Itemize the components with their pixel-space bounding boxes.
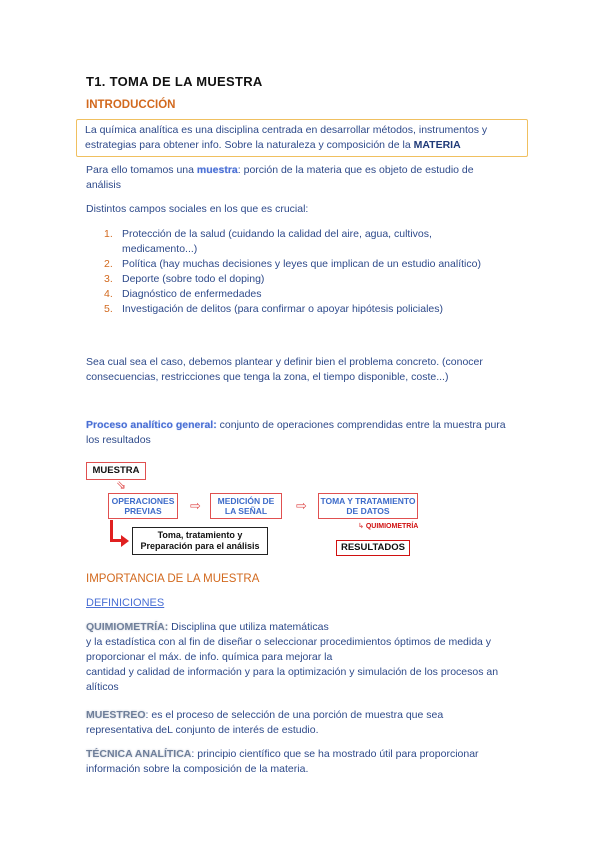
tecnica-keyword: TÉCNICA ANALÍTICA xyxy=(86,748,192,760)
curved-arrow-icon: ↳ xyxy=(358,523,364,530)
intro-line-2-text: estrategias para obtener info. Sobre la naturaleza y composición de la xyxy=(85,139,411,151)
intro-line-2 xyxy=(85,138,519,153)
page-title: T1. TOMA DE LA MUESTRA xyxy=(86,74,263,89)
sample-line-2: análisis xyxy=(86,179,122,191)
materia-keyword: MATERIA xyxy=(413,139,461,151)
list-item xyxy=(104,302,524,317)
list-number: 4. xyxy=(104,288,113,300)
list-text: Protección de la salud (cuidando la calidad del aire, agua, cultivos, xyxy=(122,228,432,240)
problem-line-1: Sea cual sea el caso, debemos plantear y definir bien el problema concreto. (conocer xyxy=(86,356,483,368)
intro-box xyxy=(76,119,528,157)
problem-paragraph xyxy=(86,355,526,385)
sample-post: : porción de la materia que es objeto de estudio de xyxy=(237,164,474,176)
fields-intro: Distintos campos sociales en los que es crucial: xyxy=(86,203,309,215)
diagram-medicion-box xyxy=(210,493,282,519)
medicion-line-2: LA SEÑAL xyxy=(224,506,268,516)
muestra-keyword: muestra xyxy=(196,164,238,176)
toma-trat-line-1: Toma, tratamiento y xyxy=(157,530,243,540)
medicion-line-1: MEDICIÓN DE xyxy=(217,496,275,506)
list-text: Diagnóstico de enfermedades xyxy=(122,288,262,300)
tecnica-post: : principio científico que se ha mostrado útil para proporcionar xyxy=(191,748,479,760)
arrow-head-icon xyxy=(121,535,129,547)
def-muestreo xyxy=(86,708,526,738)
curved-arrow-icon: ⇘ xyxy=(116,478,127,492)
toma-trat-line-2: Preparación para el análisis xyxy=(140,541,260,551)
process-keyword: Proceso analítico general: xyxy=(86,419,217,431)
process-line-2: los resultados xyxy=(86,434,151,446)
process-paragraph xyxy=(86,418,526,448)
quimiometria-keyword: QUIMIOMETRÍA: xyxy=(86,621,169,633)
list-number: 5. xyxy=(104,303,113,315)
op-previas-line-2: PREVIAS xyxy=(124,506,162,516)
sample-pre: Para ello tomamos una xyxy=(86,164,194,176)
muestreo-line-2: representativa deL conjunto de interés de estudio. xyxy=(86,724,319,736)
right-arrow-icon: ⇨ xyxy=(296,498,307,513)
intro-heading: INTRODUCCIÓN xyxy=(86,99,176,111)
quimio-line-4: cantidad y calidad de información y para la optimización y simulación de los procesos an xyxy=(86,666,499,678)
quimio-post: Disciplina que utiliza matemáticas xyxy=(168,621,329,633)
quimio-line-2: y la estadística con al fin de diseñar o seleccionar procedimientos óptimos de medida y xyxy=(86,636,492,648)
diagram-resultados-box: RESULTADOS xyxy=(336,540,410,556)
list-item xyxy=(104,287,524,302)
importance-heading: IMPORTANCIA DE LA MUESTRA xyxy=(86,573,260,585)
diagram-toma-tratamiento-box xyxy=(132,527,268,555)
list-item xyxy=(104,257,524,272)
list-text: Deporte (sobre todo el doping) xyxy=(122,273,265,285)
diagram-muestra-box: MUESTRA xyxy=(86,462,146,480)
diagram-operaciones-previas-box xyxy=(108,493,178,519)
quimiometria-label xyxy=(358,522,418,530)
op-previas-line-1: OPERACIONES xyxy=(111,496,175,506)
list-number: 2. xyxy=(104,258,113,270)
list-number: 3. xyxy=(104,273,113,285)
def-tecnica xyxy=(86,747,526,777)
fields-list xyxy=(104,227,524,317)
list-item xyxy=(104,272,524,287)
sample-paragraph xyxy=(86,163,526,193)
quimio-line-5: alíticos xyxy=(86,681,119,693)
toma-datos-line-1: TOMA Y TRATAMIENTO xyxy=(320,496,416,506)
list-item xyxy=(104,227,524,257)
definitions-heading: DEFINICIONES xyxy=(86,597,165,609)
muestreo-keyword: MUESTREO xyxy=(86,709,146,721)
tecnica-line-2: información sobre la composición de la materia. xyxy=(86,763,309,775)
list-text-2: medicamento...) xyxy=(122,243,198,255)
process-post: conjunto de operaciones comprendidas entre la muestra pura xyxy=(216,419,506,431)
problem-line-2: consecuencias, restricciones que tenga la zona, el tiempo disponible, coste...) xyxy=(86,371,449,383)
intro-line-1: La química analítica es una disciplina centrada en desarrollar métodos, instrumentos y xyxy=(85,124,488,136)
diagram-toma-datos-box xyxy=(318,493,418,519)
toma-datos-line-2: DE DATOS xyxy=(346,506,390,516)
quimio-line-3: proporcionar el máx. de info. química para mejorar la xyxy=(86,651,333,663)
list-text: Política (hay muchas decisiones y leyes que implican de un estudio analítico) xyxy=(122,258,481,270)
right-arrow-icon: ⇨ xyxy=(190,498,201,513)
muestreo-post: : es el proceso de selección de una porción de muestra que sea xyxy=(145,709,444,721)
list-text: Investigación de delitos (para confirmar o apoyar hipótesis policiales) xyxy=(122,303,443,315)
quimiometria-text: QUIMIOMETRÍA xyxy=(365,523,419,530)
list-number: 1. xyxy=(104,228,113,240)
def-quimiometria xyxy=(86,620,526,695)
